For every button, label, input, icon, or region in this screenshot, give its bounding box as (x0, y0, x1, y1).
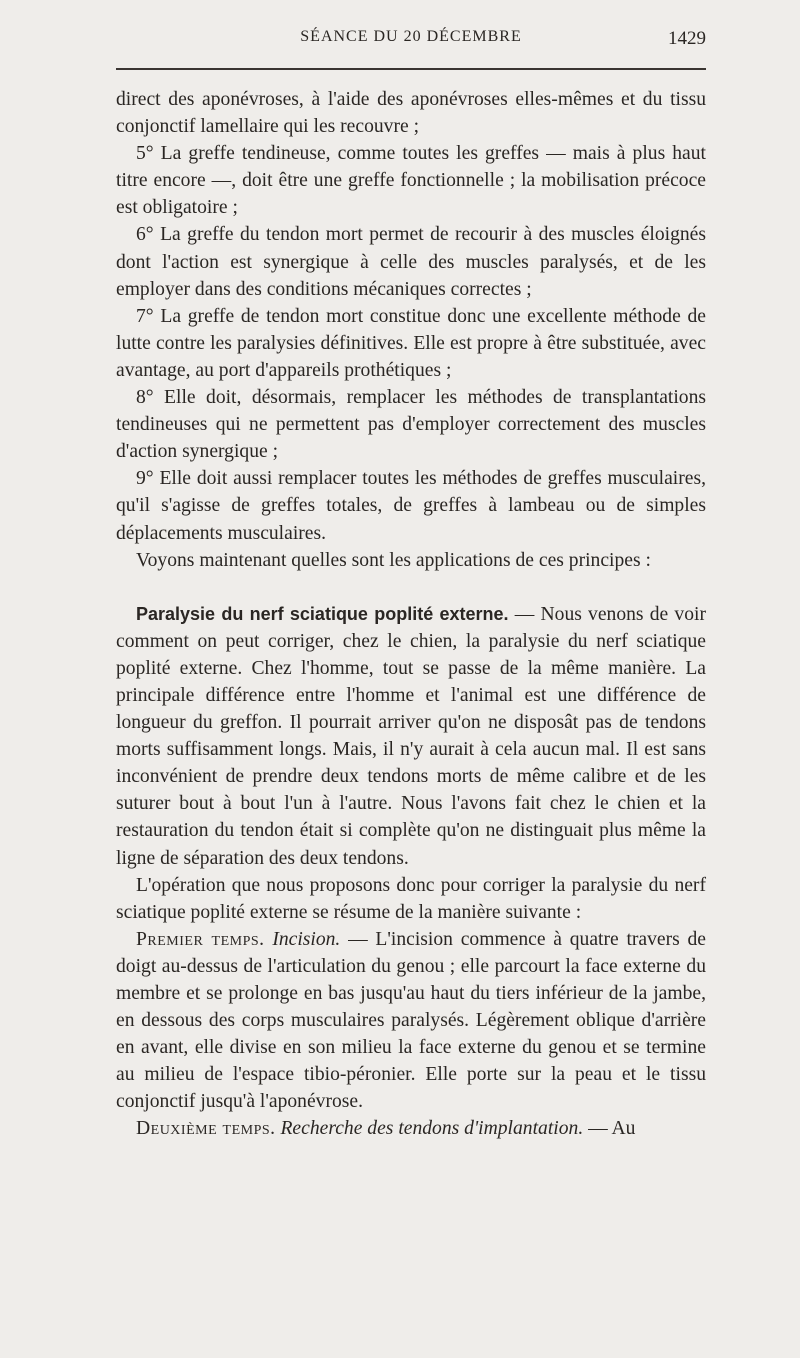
paragraph: Voyons maintenant quelles sont les applications de ces principes : (136, 549, 651, 571)
step-title: Recherche des tendons d'implantation. (280, 1118, 584, 1140)
step-text: — Au (583, 1118, 636, 1140)
paragraph: 5° La greffe tendineuse, comme toutes les greffes — mais à plus haut titre encore —, doit être une greffe fonctionnelle ; la mobilisation précoce est obligatoire ; (116, 143, 706, 219)
running-title: SÉANCE DU 20 DÉCEMBRE (300, 28, 522, 45)
body-text (116, 86, 706, 1143)
section-paragraph (116, 601, 706, 872)
step-label: Premier temps. (136, 928, 265, 950)
step-title: Incision. (272, 928, 341, 950)
section-spacer (116, 574, 706, 601)
section-text: — Nous venons de voir comment on peut corriger, chez le chien, la paralysie du nerf sciatique poplité externe. Chez l'homme, tout se passe de la même manière. La principale différence entre l'homme et l'animal est une différence de longueur du greffon. Il pourrait arriver qu'on ne disposât pas de tendons morts suffisamment longs. Mais, il n'y aurait à cela aucun mal. Il est sans inconvénient de prendre deux tendons morts de même calibre et de les suturer bout à bout l'un à l'autre. Nous l'avons fait chez le chien et la restauration du tendon était si complète qu'on ne distinguait plus même la ligne de séparation des deux tendons. (116, 603, 706, 869)
paragraph: 9° Elle doit aussi remplacer toutes les méthodes de greffes musculaires, qu'il s'agisse de greffes totales, de greffes à lambeau ou de simples déplacements musculaires. (116, 468, 706, 544)
paragraph: direct des aponévroses, à l'aide des aponévroses elles-mêmes et du tissu conjonctif lamellaire qui les recouvre ; (116, 89, 706, 138)
paragraph: L'opération que nous proposons donc pour corriger la paralysie du nerf sciatique poplité externe se résume de la manière suivante : (116, 874, 706, 923)
paragraph: 6° La greffe du tendon mort permet de recourir à des muscles éloignés dont l'action est synergique à celle des muscles paralysés, et de les employer dans des conditions mécaniques correctes ; (116, 224, 706, 300)
step-paragraph (116, 926, 706, 1116)
section-heading: Paralysie du nerf sciatique poplité externe. (136, 603, 509, 624)
paragraph: 7° La greffe de tendon mort constitue donc une excellente méthode de lutte contre les paralysies définitives. Elle est propre à être substituée, avec avantage, au port d'appareils prothétiques ; (116, 305, 706, 381)
step-label: Deuxième temps. (136, 1118, 276, 1140)
page-header (116, 28, 706, 52)
header-rule (116, 68, 706, 70)
step-text: — L'incision commence à quatre travers de doigt au-dessus de l'articulation du genou ; elle parcourt la face externe du membre et se prolonge en bas jusqu'au haut du tiers inférieur de la jambe, en dessous des corps musculaires paralysés. Légèrement oblique d'arrière en avant, elle divise en son milieu la face externe du genou et se termine au milieu de l'espace tibio-péronier. Elle porte sur la peau et le tissu conjonctif jusqu'à l'aponévrose. (116, 928, 706, 1113)
page-number: 1429 (668, 28, 706, 49)
step-paragraph (116, 1115, 706, 1142)
paragraph: 8° Elle doit, désormais, remplacer les méthodes de transplantations tendineuses qui ne permettent pas d'employer correctement des muscles d'action synergique ; (116, 387, 706, 463)
